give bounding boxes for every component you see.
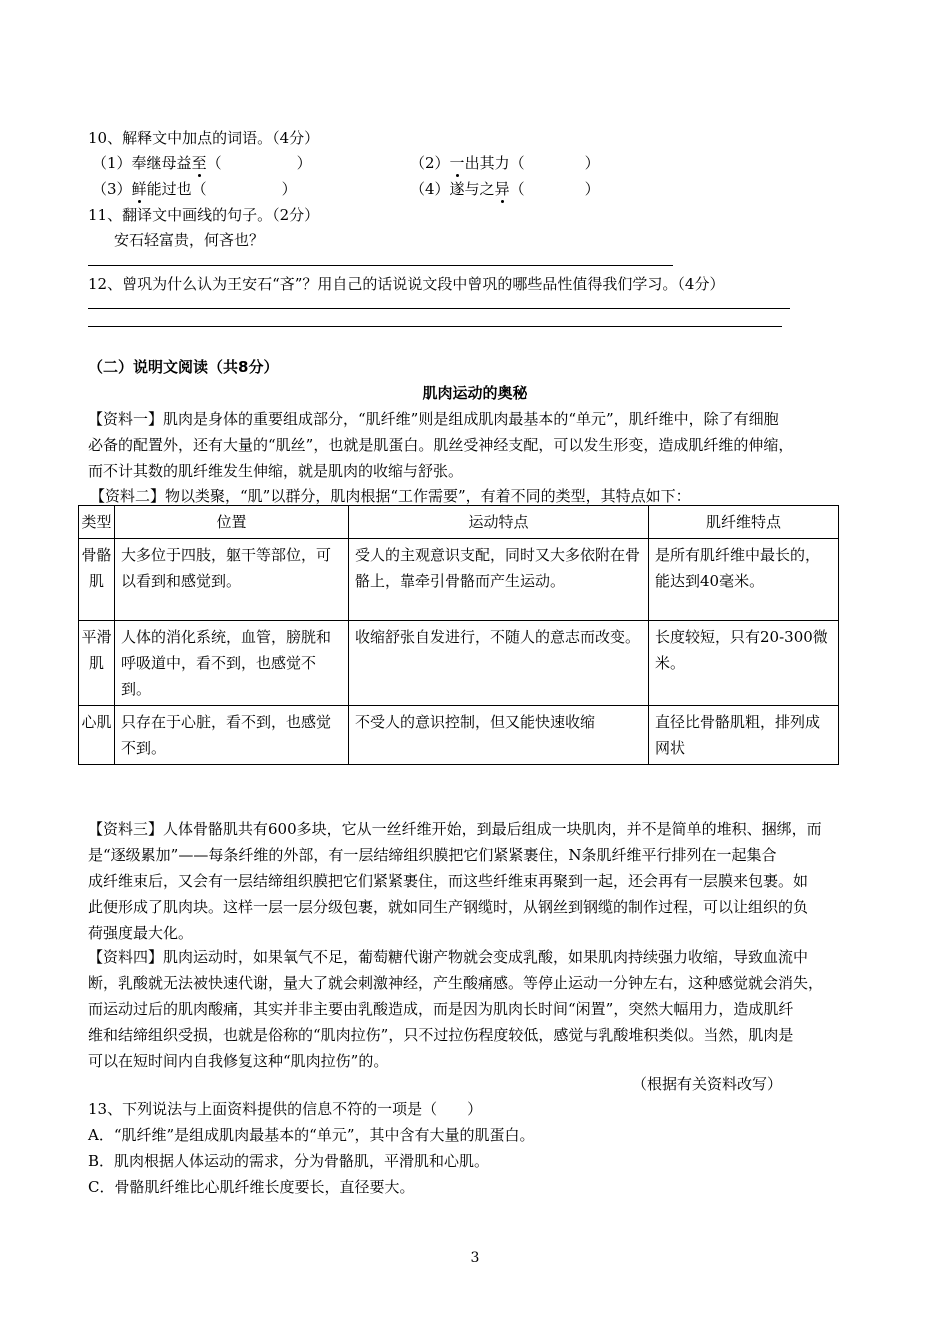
q10-item-3 [92, 179, 297, 199]
q10-item-post: 出其力 [464, 154, 510, 172]
q10-answer-blank[interactable]: （ ） [509, 154, 600, 172]
material-4-line: 【资料四】肌肉运动时，如果氧气不足，葡萄糖代谢产物就会变成乳酸，如果肌肉持续强力收缩，导致血流中 [88, 948, 809, 966]
material-3-line: 【资料三】人体骨骼肌共有600多块，它从一丝纤维开始，到最后组成一块肌肉，并不是简单的堆积、捆绑，而 [88, 820, 822, 838]
page-number: 3 [470, 1250, 480, 1266]
section-heading: （二）说明文阅读（共8分） [88, 358, 279, 376]
material-3-line: 成纤维束后，又会有一层结缔组织膜把它们紧紧裹住，而这些纤维束再聚到一起，还会再有一层膜来包裹。如 [88, 872, 809, 890]
q10-title: 10、解释文中加点的词语。（4分） [88, 129, 320, 147]
cell-position: 人体的消化系统，血管，膀胱和呼吸道中，看不到，也感觉不到。 [115, 621, 349, 706]
q10-item-4 [410, 179, 600, 199]
q10-dotted-word: 一 [449, 154, 465, 172]
muscle-type-table [78, 505, 839, 765]
header-motion: 运动特点 [349, 506, 649, 539]
q10-dotted-word: 鲜 [131, 180, 147, 198]
material-1-line: 必备的配置外，还有大量的“肌丝”，也就是肌蛋白。肌丝受神经支配，可以发生形变，造成肌纤维的伸缩， [88, 436, 794, 454]
source-note: （根据有关资料改写） [632, 1075, 783, 1093]
cell-fiber: 长度较短，只有20-300微米。 [649, 621, 839, 706]
material-4 [88, 944, 866, 1074]
cell-fiber: 直径比骨骼肌粗，排列成网状 [649, 706, 839, 765]
q10-item-num: （3） [92, 180, 132, 198]
q13-option-c[interactable]: C．骨骼肌纤维比心肌纤维长度要长，直径要大。 [88, 1178, 415, 1196]
q13-option-b[interactable]: B．肌肉根据人体运动的需求，分为骨骼肌，平滑肌和心肌。 [88, 1152, 490, 1170]
q10-answer-blank[interactable]: （ ） [509, 180, 600, 198]
q10-answer-blank[interactable]: （ ） [191, 180, 297, 198]
q10-item-num: （1） [92, 154, 132, 172]
q10-item-1 [92, 153, 312, 173]
cell-fiber: 是所有肌纤维中最长的，能达到40毫米。 [649, 539, 839, 621]
q11-title: 11、翻译文中画线的句子。（2分） [88, 206, 320, 224]
table-header-row [79, 506, 839, 539]
q10-item-pre: 奉继母益 [131, 154, 192, 172]
q10-dotted-word: 至 [191, 154, 207, 172]
cell-type: 骨骼肌 [79, 539, 115, 621]
q10-item-num: （2） [410, 154, 450, 172]
cell-position: 大多位于四肢，躯干等部位，可以看到和感觉到。 [115, 539, 349, 621]
material-4-line: 而运动过后的肌肉酸痛，其实并非主要由乳酸造成，而是因为肌肉长时间“闲置”，突然大幅用力，造成肌纤 [88, 1000, 794, 1018]
material-1 [88, 406, 866, 484]
table-row [79, 706, 839, 765]
material-3-line: 是“逐级累加”——每条纤维的外部，有一层结缔组织膜把它们紧紧裹住，N条肌纤维平行排列在一起集合 [88, 846, 777, 864]
q12-answer-line-2[interactable] [88, 326, 782, 327]
cell-type: 心肌 [79, 706, 115, 765]
q10-dotted-word: 异 [494, 180, 510, 198]
table-row [79, 621, 839, 706]
q11-answer-line[interactable] [88, 265, 673, 266]
cell-motion: 受人的主观意识支配，同时又大多依附在骨骼上，靠牵引骨骼而产生运动。 [349, 539, 649, 621]
cell-type: 平滑肌 [79, 621, 115, 706]
q10-item-post: 能过也 [146, 180, 192, 198]
article-title: 肌肉运动的奥秘 [422, 384, 528, 402]
material-1-line: 而不计其数的肌纤维发生伸缩，就是肌肉的收缩与舒张。 [88, 462, 464, 480]
q10-item-pre: 遂与之 [449, 180, 495, 198]
material-3-line: 荷强度最大化。 [88, 924, 194, 942]
header-fiber: 肌纤维特点 [649, 506, 839, 539]
q12-title: 12、曾巩为什么认为王安石“吝”？用自己的话说说文段中曾巩的哪些品性值得我们学习。（4分） [88, 275, 725, 293]
cell-motion: 收缩舒张自发进行，不随人的意志而改变。 [349, 621, 649, 706]
q13-option-a[interactable]: A．“肌纤维”是组成肌肉最基本的“单元”，其中含有大量的肌蛋白。 [88, 1126, 535, 1144]
header-type: 类型 [79, 506, 115, 539]
q11-sentence: 安石轻富贵，何吝也？ [114, 231, 265, 249]
header-position: 位置 [115, 506, 349, 539]
cell-position: 只存在于心脏，看不到，也感觉不到。 [115, 706, 349, 765]
material-3-line: 此便形成了肌肉块。这样一层一层分级包裹，就如同生产钢缆时，从钢丝到钢缆的制作过程，可以让组织的负 [88, 898, 809, 916]
q13-title: 13、下列说法与上面资料提供的信息不符的一项是（ ） [88, 1100, 483, 1118]
q12-answer-line-1[interactable] [88, 308, 790, 309]
material-4-line: 可以在短时间内自我修复这种“肌肉拉伤”的。 [88, 1052, 389, 1070]
q10-item-num: （4） [410, 180, 450, 198]
material-4-line: 维和结缔组织受损，也就是俗称的“肌肉拉伤”，只不过拉伤程度较低，感觉与乳酸堆积类似。当然，肌肉是 [88, 1026, 794, 1044]
q10-answer-blank[interactable]: （ ） [206, 154, 312, 172]
q10-item-2 [410, 153, 600, 173]
material-4-line: 断，乳酸就无法被快速代谢，量大了就会刺激神经，产生酸痛感。等停止运动一分钟左右，这种感觉就会消失， [88, 974, 824, 992]
material-2-intro: 【资料二】物以类聚，“肌”以群分，肌肉根据“工作需要”，有着不同的类型，其特点如下： [90, 487, 691, 505]
material-1-line: 【资料一】肌肉是身体的重要组成部分，“肌纤维”则是组成肌肉最基本的“单元”，肌纤维中，除了有细胞 [88, 410, 779, 428]
table-row [79, 539, 839, 621]
cell-motion: 不受人的意识控制，但又能快速收缩 [349, 706, 649, 765]
material-3 [88, 816, 866, 946]
